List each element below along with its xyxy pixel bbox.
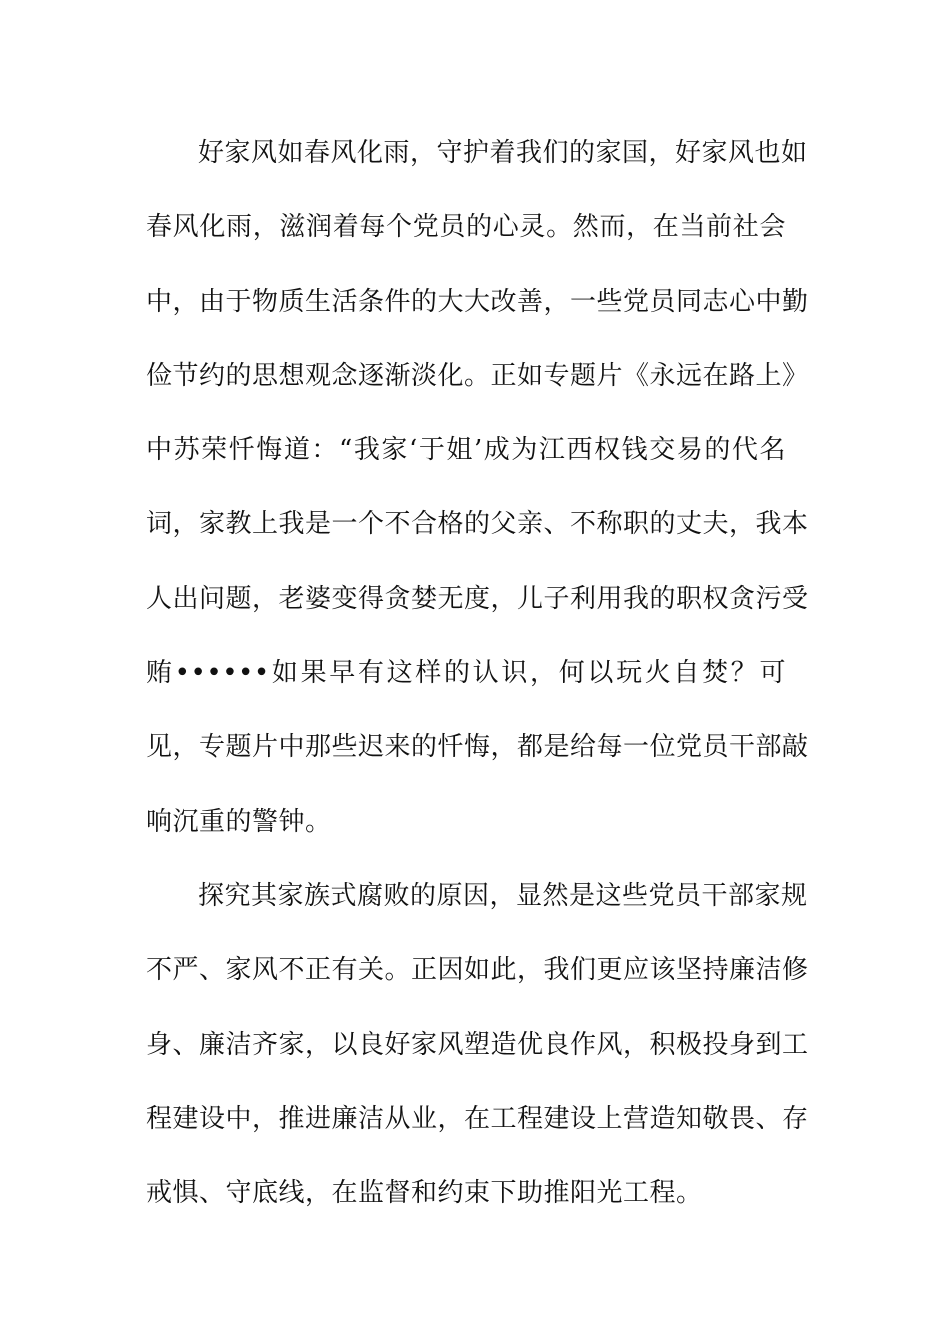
document-body [146, 129, 809, 1243]
paragraph-line: 见，专题片中那些迟来的忏悔，都是给每一位党员干部敲 [146, 732, 809, 763]
paragraph-line: 不严、家风不正有关。正因如此，我们更应该坚持廉洁修 [146, 955, 809, 986]
paragraph-line: 身、廉洁齐家，以良好家风塑造优良作风，积极投身到工 [146, 1029, 809, 1060]
paragraph-line: 中苏荣忏悔道：“我家‘于姐’成为江西权钱交易的代名 [146, 435, 786, 466]
paragraph-line: 俭节约的思想观念逐渐淡化。正如专题片《永远在路上》 [146, 360, 809, 391]
paragraph-line: 探究其家族式腐败的原因，显然是这些党员干部家规 [198, 880, 808, 911]
paragraph-2 [146, 872, 809, 1243]
paragraph-line: 戒惧、守底线，在监督和约束下助推阳光工程。 [146, 1178, 703, 1209]
paragraph-line: 词，家教上我是一个不合格的父亲、不称职的丈夫，我本 [146, 509, 809, 540]
paragraph-line: 好家风如春风化雨，守护着我们的家国，好家风也如 [198, 138, 808, 168]
paragraph-line: 春风化雨，滋润着每个党员的心灵。然而，在当前社会 [146, 212, 786, 243]
paragraph-line: 中，由于物质生活条件的大大改善，一些党员同志心中勤 [146, 286, 809, 317]
paragraph-line: 人出问题，老婆变得贪婪无度，儿子利用我的职权贪污受 [146, 583, 809, 614]
paragraph-line: 贿••••••如果早有这样的认识，何以玩火自焚？可 [146, 658, 786, 689]
paragraph-line: 程建设中，推进廉洁从业，在工程建设上营造知敬畏、存 [146, 1103, 809, 1134]
paragraph-1 [146, 129, 809, 872]
paragraph-line: 响沉重的警钟。 [146, 806, 332, 837]
